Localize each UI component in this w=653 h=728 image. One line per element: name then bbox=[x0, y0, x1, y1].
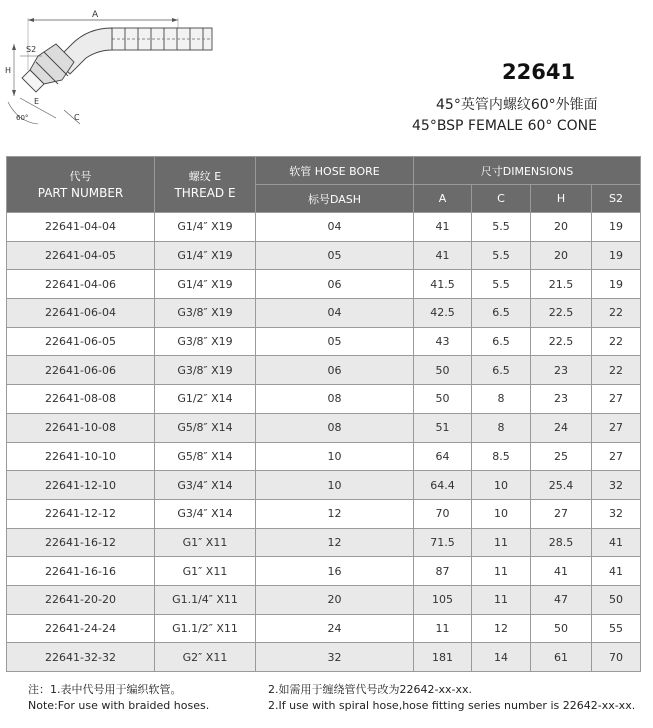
dim-a: 70 bbox=[414, 499, 472, 528]
dim-c: 6.5 bbox=[472, 327, 531, 356]
part-number: 22641-10-08 bbox=[7, 413, 155, 442]
thread: G1.1/4″ X11 bbox=[155, 585, 256, 614]
dim-h: 20 bbox=[531, 213, 592, 242]
table-row bbox=[7, 270, 641, 299]
dim-c: 8 bbox=[472, 385, 531, 414]
dim-s2: 55 bbox=[592, 614, 641, 643]
dim-s2: 27 bbox=[592, 442, 641, 471]
part-number: 22641-12-10 bbox=[7, 471, 155, 500]
note-2-en: 2.If use with spiral hose,hose fitting series number is 22642-xx-xx. bbox=[268, 699, 636, 712]
dim-h: 25 bbox=[531, 442, 592, 471]
dim-c: 8 bbox=[472, 413, 531, 442]
header-c: C bbox=[472, 185, 531, 213]
part-number: 22641-06-04 bbox=[7, 299, 155, 328]
table-row bbox=[7, 442, 641, 471]
thread: G5/8″ X14 bbox=[155, 413, 256, 442]
table-body bbox=[7, 213, 641, 672]
header-thread-en: THREAD E bbox=[174, 185, 236, 200]
dim-a: 71.5 bbox=[414, 528, 472, 557]
table-row bbox=[7, 299, 641, 328]
header-row-1 bbox=[7, 157, 641, 185]
dash: 16 bbox=[256, 557, 414, 586]
arrow-left-icon bbox=[28, 18, 34, 22]
dim-a: 50 bbox=[414, 356, 472, 385]
dim-c: 8.5 bbox=[472, 442, 531, 471]
part-number: 22641-16-16 bbox=[7, 557, 155, 586]
header-a: A bbox=[414, 185, 472, 213]
label-h: H bbox=[5, 66, 12, 75]
dim-a: 41.5 bbox=[414, 270, 472, 299]
table-row bbox=[7, 643, 641, 672]
dash: 12 bbox=[256, 528, 414, 557]
note-1-en: Note:For use with braided hoses. bbox=[28, 699, 210, 712]
dim-h: 25.4 bbox=[531, 471, 592, 500]
thread: G1/2″ X14 bbox=[155, 385, 256, 414]
table-row bbox=[7, 213, 641, 242]
table-row bbox=[7, 557, 641, 586]
dim-c: 14 bbox=[472, 643, 531, 672]
part-number: 22641-04-05 bbox=[7, 241, 155, 270]
arrow-right-icon bbox=[172, 18, 178, 22]
thread: G1″ X11 bbox=[155, 557, 256, 586]
dim-h: 41 bbox=[531, 557, 592, 586]
dash: 10 bbox=[256, 471, 414, 500]
table-row bbox=[7, 585, 641, 614]
dash: 08 bbox=[256, 385, 414, 414]
dim-h: 22.5 bbox=[531, 327, 592, 356]
part-number: 22641-16-12 bbox=[7, 528, 155, 557]
note-1-cn: 注：1.表中代号用于编织软管。 bbox=[28, 683, 182, 696]
dash: 06 bbox=[256, 270, 414, 299]
thread: G1/4″ X19 bbox=[155, 270, 256, 299]
dim-h: 23 bbox=[531, 385, 592, 414]
dim-s2: 41 bbox=[592, 528, 641, 557]
dash: 24 bbox=[256, 614, 414, 643]
dim-c: 6.5 bbox=[472, 299, 531, 328]
table-row bbox=[7, 413, 641, 442]
dim-a: 50 bbox=[414, 385, 472, 414]
thread: G1.1/2″ X11 bbox=[155, 614, 256, 643]
header-thread-cn: 螺纹 E bbox=[188, 169, 222, 183]
dim-c: 11 bbox=[472, 528, 531, 557]
dim-a: 41 bbox=[414, 213, 472, 242]
dim-c: 5.5 bbox=[472, 241, 531, 270]
dim-a: 42.5 bbox=[414, 299, 472, 328]
dim-c: 10 bbox=[472, 471, 531, 500]
part-number: 22641-06-06 bbox=[7, 356, 155, 385]
dim-c: 5.5 bbox=[472, 213, 531, 242]
note-2-cn: 2.如需用于缠绕管代号改为22642-xx-xx. bbox=[268, 683, 472, 696]
fitting-diagram bbox=[0, 0, 230, 140]
part-number: 22641-12-12 bbox=[7, 499, 155, 528]
dim-s2: 27 bbox=[592, 413, 641, 442]
dim-a: 64 bbox=[414, 442, 472, 471]
part-number: 22641-08-08 bbox=[7, 385, 155, 414]
part-number: 22641-04-06 bbox=[7, 270, 155, 299]
dim-a: 43 bbox=[414, 327, 472, 356]
dash: 06 bbox=[256, 356, 414, 385]
dash: 05 bbox=[256, 327, 414, 356]
table-row bbox=[7, 499, 641, 528]
label-c: C bbox=[74, 113, 80, 122]
hose-tail bbox=[112, 28, 212, 50]
thread: G3/4″ X14 bbox=[155, 471, 256, 500]
dash: 04 bbox=[256, 299, 414, 328]
dim-s2: 27 bbox=[592, 385, 641, 414]
header-part-en: PART NUMBER bbox=[37, 185, 124, 200]
dim-h: 47 bbox=[531, 585, 592, 614]
thread: G2″ X11 bbox=[155, 643, 256, 672]
part-number: 22641-24-24 bbox=[7, 614, 155, 643]
thread: G3/8″ X19 bbox=[155, 356, 256, 385]
dim-a: 64.4 bbox=[414, 471, 472, 500]
part-number: 22641-20-20 bbox=[7, 585, 155, 614]
dim-c: 11 bbox=[472, 557, 531, 586]
thread: G3/4″ X14 bbox=[155, 499, 256, 528]
dash: 32 bbox=[256, 643, 414, 672]
dim-a: 105 bbox=[414, 585, 472, 614]
product-title-cn: 45°英管内螺纹60°外锥面 bbox=[436, 97, 598, 113]
header-hose-bore: 软管 HOSE BORE bbox=[256, 157, 414, 185]
part-number: 22641-04-04 bbox=[7, 213, 155, 242]
table-row bbox=[7, 614, 641, 643]
header-h: H bbox=[531, 185, 592, 213]
part-number: 22641-06-05 bbox=[7, 327, 155, 356]
label-s2: S2 bbox=[26, 45, 37, 54]
header-s2: S2 bbox=[592, 185, 641, 213]
product-title-en: 45°BSP FEMALE 60° CONE bbox=[412, 118, 597, 134]
dim-a: 11 bbox=[414, 614, 472, 643]
dim-c: 11 bbox=[472, 585, 531, 614]
table-row bbox=[7, 471, 641, 500]
thread: G3/8″ X19 bbox=[155, 299, 256, 328]
thread: G1/4″ X19 bbox=[155, 241, 256, 270]
label-e: E bbox=[34, 97, 40, 106]
dim-h: 27 bbox=[531, 499, 592, 528]
thread: G1/4″ X19 bbox=[155, 213, 256, 242]
dim-h: 22.5 bbox=[531, 299, 592, 328]
dash: 04 bbox=[256, 213, 414, 242]
header-part-cn: 代号 bbox=[69, 169, 92, 183]
dim-h: 61 bbox=[531, 643, 592, 672]
part-number: 22641-10-10 bbox=[7, 442, 155, 471]
thread: G1″ X11 bbox=[155, 528, 256, 557]
dim-c: 10 bbox=[472, 499, 531, 528]
dim-h: 23 bbox=[531, 356, 592, 385]
dim-s2: 70 bbox=[592, 643, 641, 672]
table-row bbox=[7, 385, 641, 414]
dash: 20 bbox=[256, 585, 414, 614]
dash: 12 bbox=[256, 499, 414, 528]
dim-c: 5.5 bbox=[472, 270, 531, 299]
dim-s2: 41 bbox=[592, 557, 641, 586]
header-part-number bbox=[7, 157, 155, 213]
dim-s2: 50 bbox=[592, 585, 641, 614]
dash: 10 bbox=[256, 442, 414, 471]
dim-s2: 19 bbox=[592, 213, 641, 242]
dim-h: 28.5 bbox=[531, 528, 592, 557]
label-a: A bbox=[92, 10, 99, 20]
dim-a: 181 bbox=[414, 643, 472, 672]
dim-c: 6.5 bbox=[472, 356, 531, 385]
dim-a: 41 bbox=[414, 241, 472, 270]
table-row bbox=[7, 356, 641, 385]
dim-s2: 32 bbox=[592, 499, 641, 528]
dim-a: 51 bbox=[414, 413, 472, 442]
dim-a: 87 bbox=[414, 557, 472, 586]
dim-h: 50 bbox=[531, 614, 592, 643]
dim-s2: 22 bbox=[592, 356, 641, 385]
label-angle: 60° bbox=[16, 114, 29, 122]
thread: G3/8″ X19 bbox=[155, 327, 256, 356]
header-dash: 标号DASH bbox=[256, 185, 414, 213]
dim-s2: 22 bbox=[592, 299, 641, 328]
table-row bbox=[7, 327, 641, 356]
dash: 08 bbox=[256, 413, 414, 442]
header-thread bbox=[155, 157, 256, 213]
spec-table bbox=[6, 156, 641, 672]
dim-s2: 32 bbox=[592, 471, 641, 500]
dim-c: 12 bbox=[472, 614, 531, 643]
dim-h: 20 bbox=[531, 241, 592, 270]
product-code: 22641 bbox=[502, 60, 576, 84]
dim-h: 21.5 bbox=[531, 270, 592, 299]
header-dimensions: 尺寸DIMENSIONS bbox=[414, 157, 641, 185]
table-row bbox=[7, 528, 641, 557]
dim-h: 24 bbox=[531, 413, 592, 442]
dim-s2: 19 bbox=[592, 270, 641, 299]
part-number: 22641-32-32 bbox=[7, 643, 155, 672]
dim-s2: 19 bbox=[592, 241, 641, 270]
table-row bbox=[7, 241, 641, 270]
thread: G5/8″ X14 bbox=[155, 442, 256, 471]
dim-s2: 22 bbox=[592, 327, 641, 356]
dash: 05 bbox=[256, 241, 414, 270]
